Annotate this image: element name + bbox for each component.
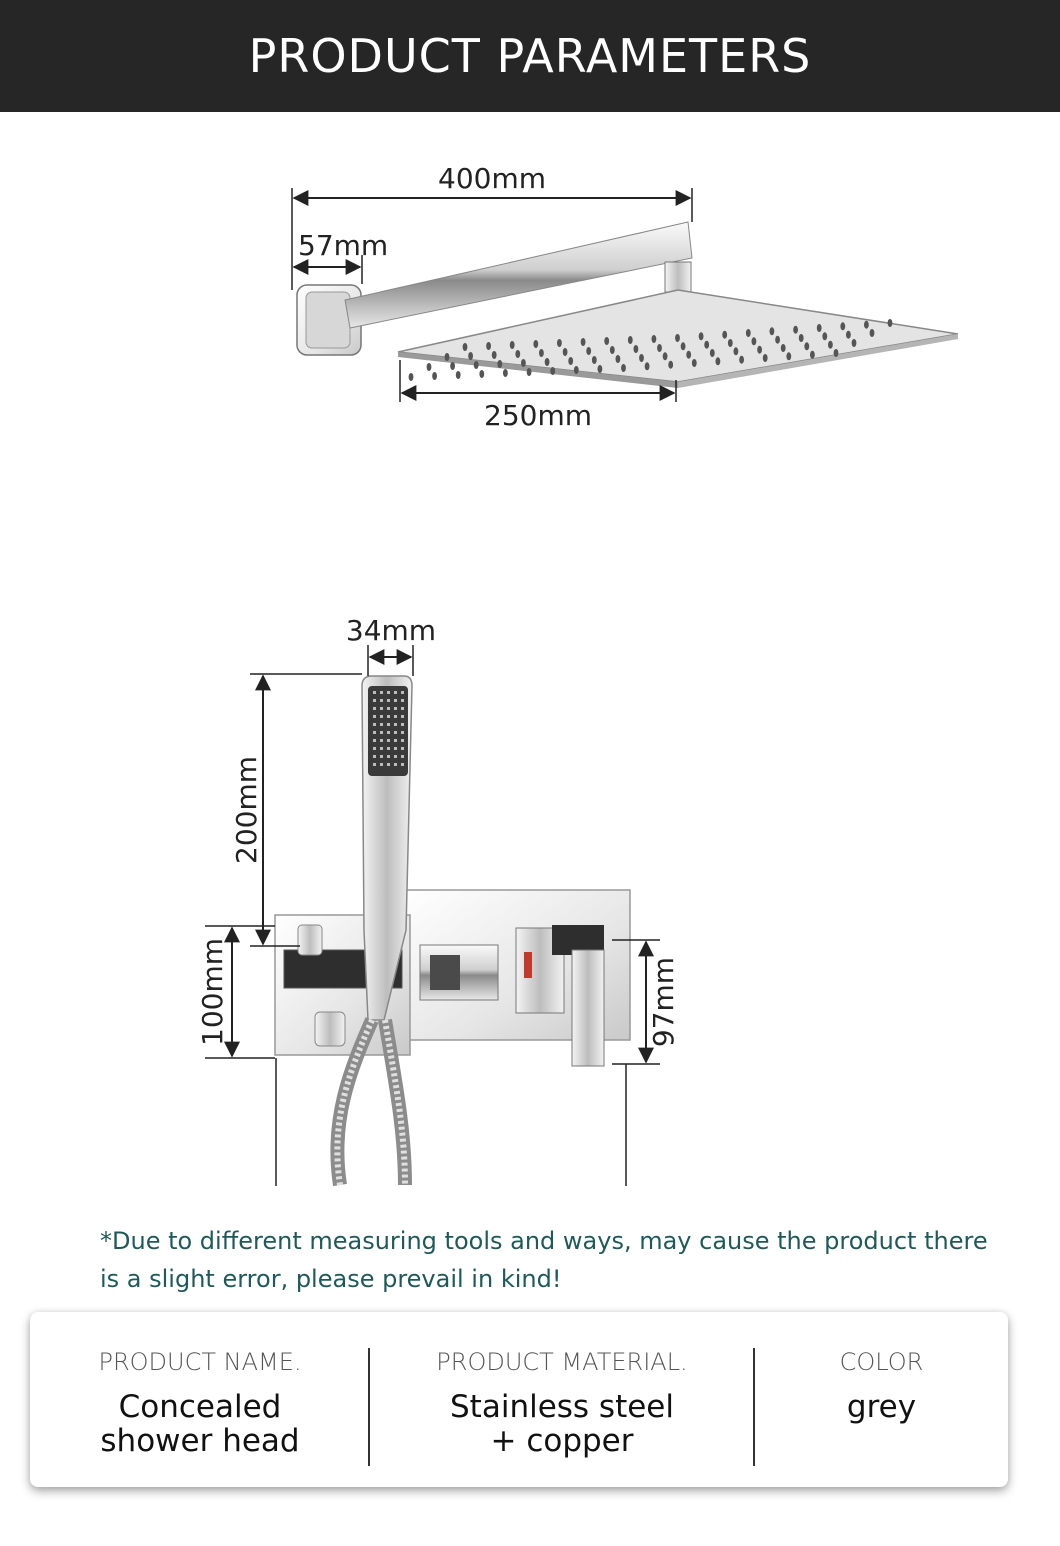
handset-nozzle xyxy=(394,755,397,758)
handset-nozzle xyxy=(401,699,404,702)
handset-nozzle xyxy=(380,691,383,694)
nozzle-dot xyxy=(770,327,775,335)
handle-width-label: 34mm xyxy=(345,614,437,647)
nozzle-dot xyxy=(432,372,437,380)
nozzle-dot xyxy=(728,339,733,347)
nozzle-dot xyxy=(864,321,869,329)
handset-nozzle xyxy=(373,739,376,742)
nozzle-dot xyxy=(479,370,484,378)
nozzle-dot xyxy=(739,356,744,364)
nozzle-dot xyxy=(515,350,520,358)
nozzle-dot xyxy=(793,326,798,334)
handset-nozzle xyxy=(387,723,390,726)
handset-nozzle xyxy=(401,723,404,726)
nozzle-dot xyxy=(445,353,450,361)
nozzle-dot xyxy=(550,367,555,375)
nozzle-dot xyxy=(533,340,538,348)
nozzle-dot xyxy=(409,373,414,381)
handset-nozzle xyxy=(394,763,397,766)
nozzle-dot xyxy=(545,358,550,366)
left-panel-label: 100mm xyxy=(196,938,229,1046)
handset-nozzle xyxy=(401,715,404,718)
nozzle-dot xyxy=(710,349,715,357)
handset-nozzle xyxy=(373,755,376,758)
handset-nozzle xyxy=(387,707,390,710)
nozzle-dot xyxy=(557,339,562,347)
handset-nozzle xyxy=(387,691,390,694)
hose-outlet xyxy=(315,1012,345,1046)
nozzle-dot xyxy=(539,349,544,357)
handset-nozzle xyxy=(401,755,404,758)
nozzle-dot xyxy=(734,347,739,355)
nozzle-dot xyxy=(686,351,691,359)
nozzle-dot xyxy=(716,357,721,365)
nozzle-dot xyxy=(692,359,697,367)
nozzle-dot xyxy=(668,361,673,369)
product-name-label: PRODUCT NAME. xyxy=(98,1348,302,1376)
nozzle-dot xyxy=(463,343,468,351)
product-material-label: PRODUCT MATERIAL. xyxy=(436,1348,688,1376)
nozzle-dot xyxy=(652,335,657,343)
color-value: grey xyxy=(846,1389,917,1425)
nozzle-dot xyxy=(568,357,573,365)
nozzle-dot xyxy=(786,352,791,360)
product-name-value: Concealed shower head xyxy=(100,1389,300,1459)
nozzle-dot xyxy=(746,329,751,337)
nozzle-dot xyxy=(610,346,615,354)
nozzle-dot xyxy=(799,334,804,342)
handset-nozzle xyxy=(401,691,404,694)
param-product-name xyxy=(30,1312,370,1487)
measurement-note: *Due to different measuring tools and ways, may cause the product there is a slight error, please prevail in kind! xyxy=(100,1227,988,1293)
nozzle-dot xyxy=(581,338,586,346)
nozzle-dot xyxy=(834,349,839,357)
arm-connector xyxy=(665,262,691,292)
handset-nozzle xyxy=(373,723,376,726)
handset-nozzle xyxy=(387,755,390,758)
page-title: PRODUCT PARAMETERS xyxy=(248,29,812,83)
handset-nozzle xyxy=(394,707,397,710)
nozzle-dot xyxy=(604,337,609,345)
nozzle-dot xyxy=(503,369,508,377)
nozzle-dot xyxy=(781,344,786,352)
handset-nozzle xyxy=(380,755,383,758)
handset-nozzle xyxy=(380,731,383,734)
handset-nozzle xyxy=(394,691,397,694)
wall-flange-label: 57mm xyxy=(298,229,389,262)
handset-nozzle xyxy=(380,747,383,750)
nozzle-dot xyxy=(757,346,762,354)
nozzle-dot xyxy=(592,356,597,364)
handset-nozzle xyxy=(373,715,376,718)
nozzle-dot xyxy=(621,364,626,372)
head-width-label: 250mm xyxy=(484,399,592,432)
handset-nozzle xyxy=(373,763,376,766)
nozzle-dot xyxy=(722,331,727,339)
nozzle-dot xyxy=(704,341,709,349)
param-product-material xyxy=(370,1312,754,1487)
nozzle-dot xyxy=(497,360,502,368)
nozzle-dot xyxy=(598,365,603,373)
nozzle-dot xyxy=(699,332,704,340)
nozzle-dot xyxy=(840,322,845,330)
nozzle-dot xyxy=(521,359,526,367)
nozzle-dot xyxy=(763,354,768,362)
nozzle-dot xyxy=(574,366,579,374)
nozzle-dot xyxy=(645,362,650,370)
handset-nozzle xyxy=(373,707,376,710)
nozzle-dot xyxy=(492,351,497,359)
handset-nozzle xyxy=(387,739,390,742)
nozzle-dot xyxy=(870,329,875,337)
nozzle-dot xyxy=(486,342,491,350)
handle-height-label: 200mm xyxy=(230,756,263,864)
handset-nozzle xyxy=(373,699,376,702)
nozzle-dot xyxy=(828,341,833,349)
handset-nozzle xyxy=(401,763,404,766)
handset-nozzle xyxy=(373,747,376,750)
handset-nozzle xyxy=(401,739,404,742)
nozzle-dot xyxy=(822,332,827,340)
nozzle-dot xyxy=(804,342,809,350)
handset-nozzle xyxy=(401,707,404,710)
nozzle-dot xyxy=(639,354,644,362)
nozzle-dot xyxy=(663,352,668,360)
handset-nozzle xyxy=(380,699,383,702)
nozzle-dot xyxy=(752,337,757,345)
handset-nozzle xyxy=(387,763,390,766)
handset-nozzle xyxy=(394,731,397,734)
nozzle-dot xyxy=(657,344,662,352)
handset-nozzle xyxy=(380,763,383,766)
shower-head-illustration xyxy=(297,222,958,388)
nozzle-dot xyxy=(775,336,780,344)
dimension-diagram xyxy=(0,112,1060,1212)
arm-length-label: 400mm xyxy=(438,162,546,195)
nozzle-dot xyxy=(427,363,432,371)
handset-nozzle xyxy=(387,715,390,718)
nozzle-dot xyxy=(846,331,851,339)
handset-nozzle xyxy=(394,715,397,718)
nozzle-dot xyxy=(817,324,822,332)
handset-nozzle xyxy=(380,715,383,718)
nozzle-dot xyxy=(586,347,591,355)
handset-nozzle xyxy=(401,731,404,734)
nozzle-dot xyxy=(468,352,473,360)
nozzle-dot xyxy=(563,348,568,356)
color-label: COLOR xyxy=(839,1348,924,1376)
handset-nozzle xyxy=(394,699,397,702)
handset-nozzle xyxy=(394,739,397,742)
handset-nozzle xyxy=(387,699,390,702)
handset-nozzle xyxy=(401,747,404,750)
page-header xyxy=(0,0,1060,112)
nozzle-dot xyxy=(675,334,680,342)
right-panel-label: 97mm xyxy=(647,956,680,1048)
handset-nozzle xyxy=(380,723,383,726)
nozzle-dot xyxy=(616,355,621,363)
handset-nozzle xyxy=(373,731,376,734)
nozzle-dot xyxy=(681,342,686,350)
handset-nozzle xyxy=(394,747,397,750)
nozzle-dot xyxy=(634,345,639,353)
product-material-value: Stainless steel + copper xyxy=(450,1389,674,1459)
product-params-card xyxy=(30,1312,1008,1487)
param-color xyxy=(755,1312,1008,1487)
nozzle-dot xyxy=(527,368,532,376)
handset-nozzle xyxy=(394,723,397,726)
nozzle-dot xyxy=(450,362,455,370)
handset-nozzle xyxy=(387,731,390,734)
nozzle-dot xyxy=(888,319,893,327)
nozzle-dot xyxy=(456,371,461,379)
nozzle-dot xyxy=(810,351,815,359)
handset-nozzle xyxy=(387,747,390,750)
nozzle-dot xyxy=(474,361,479,369)
nozzle-dot xyxy=(628,336,633,344)
handset-nozzle xyxy=(380,707,383,710)
handset-nozzle xyxy=(380,739,383,742)
hand-shower-illustration xyxy=(275,676,630,1185)
nozzle-dot xyxy=(852,339,857,347)
handset-nozzle xyxy=(373,691,376,694)
nozzle-dot xyxy=(510,341,515,349)
